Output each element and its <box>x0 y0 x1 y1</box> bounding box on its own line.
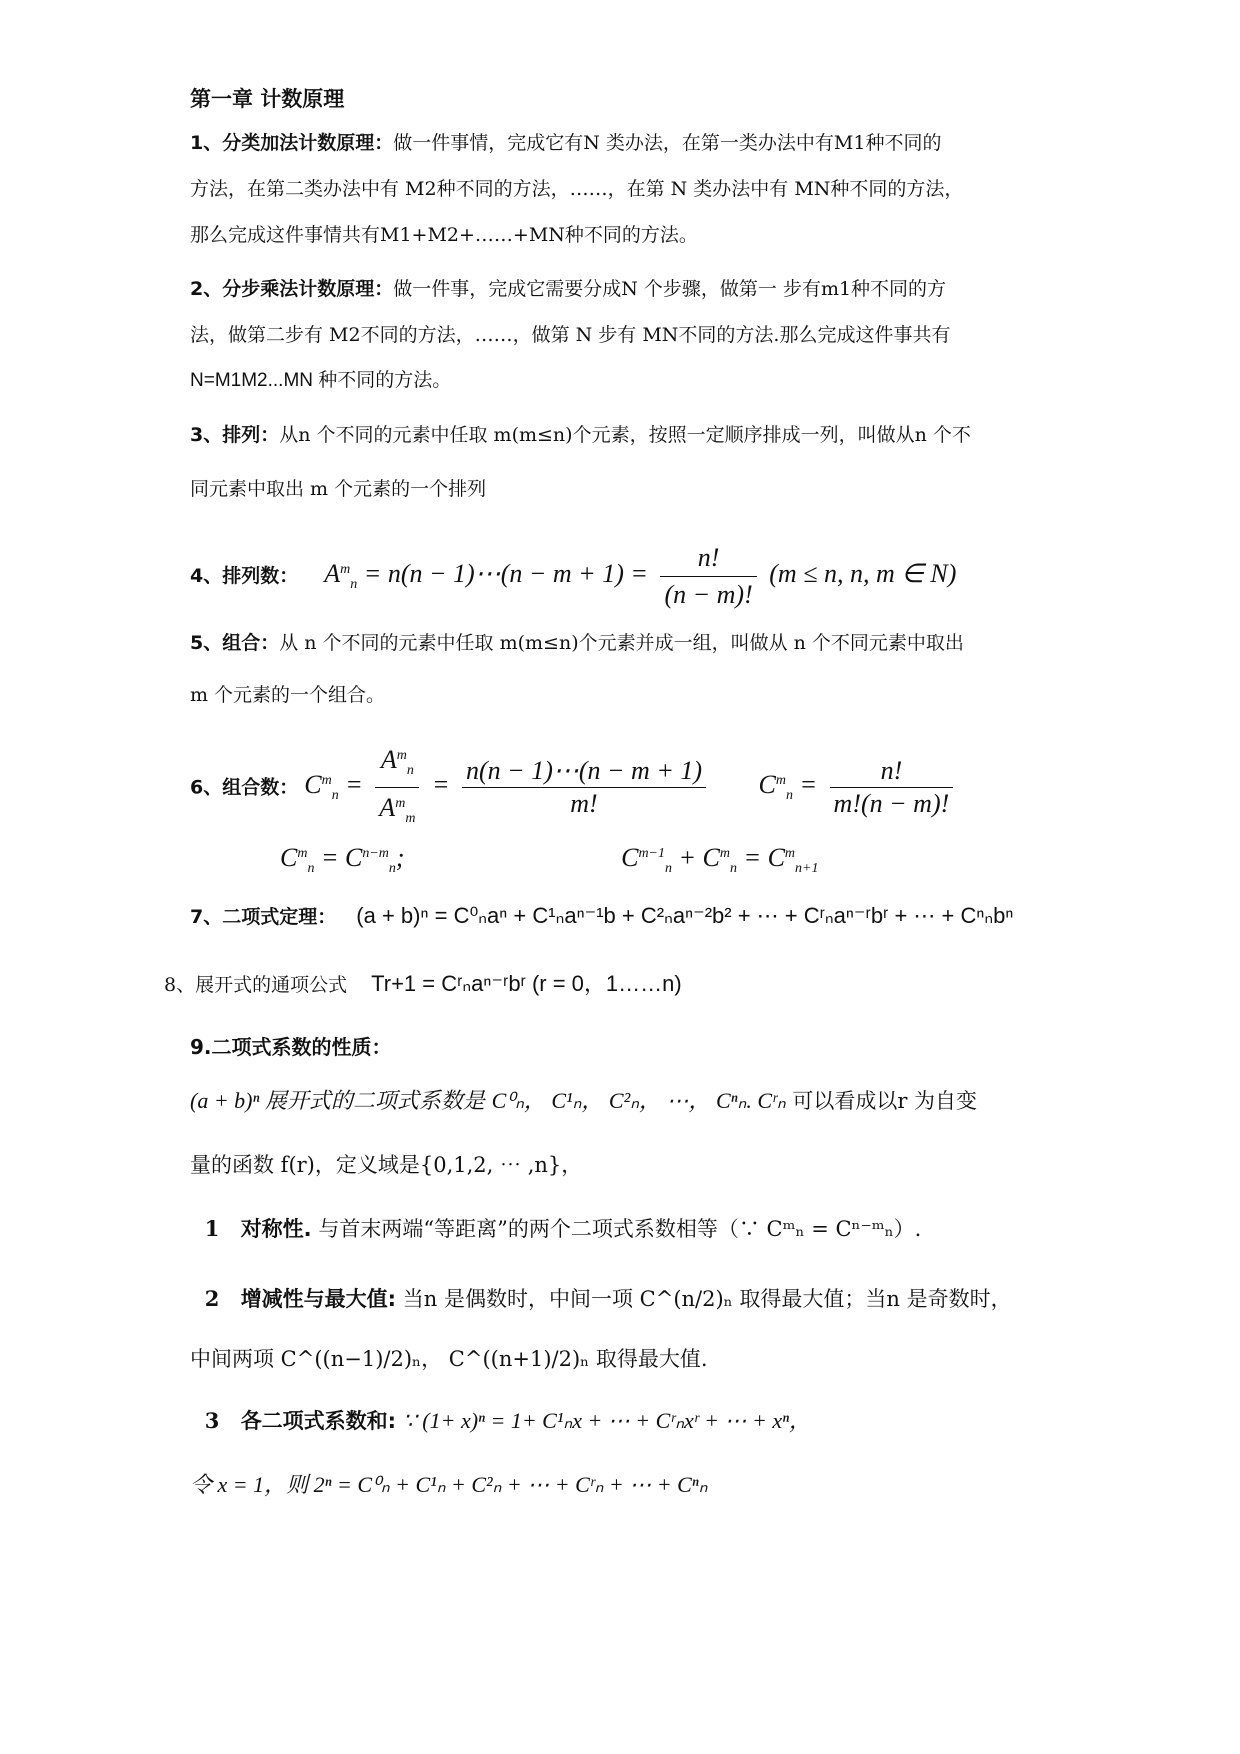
section-8-line <box>164 964 682 1004</box>
property-2 <box>190 1286 1012 1312</box>
fraction-1-den-sub: m <box>405 811 416 826</box>
permutation-symbol: A <box>324 559 341 588</box>
prop-2-c1-sup: m−1 <box>638 846 665 861</box>
combination-fraction-1-num <box>375 740 419 787</box>
prop-2-c3: C <box>767 843 785 872</box>
prop-1-eq: = <box>320 843 339 872</box>
binomial-theorem: (a + b)ⁿ = C⁰ₙaⁿ + C¹ₙaⁿ⁻¹b + C²ₙaⁿ⁻²b² + ⋯ + Cʳₙaⁿ⁻ʳbʳ + ⋯ + Cⁿₙbⁿ <box>356 903 1014 928</box>
property-3-sum: 令 x = 1，则 2ⁿ = C⁰ₙ + C¹ₙ + C²ₙ + ⋯ + Cʳₙ + ⋯ + Cⁿₙ <box>190 1472 708 1497</box>
property-1-title: 对称性. <box>240 1217 312 1241</box>
property-3-number: 3 <box>204 1408 220 1433</box>
fraction-1-den-A: A <box>379 793 396 822</box>
prop-2-c1: C <box>621 843 639 872</box>
fraction-1-num-sup: m <box>396 748 407 763</box>
property-3-line-2 <box>190 1472 707 1498</box>
section-5-line-2: m 个元素的一个组合。 <box>190 684 386 706</box>
prop-1-rhs-sup: n−m <box>362 846 389 861</box>
section-7-label: 7、二项式定理： <box>190 906 337 928</box>
fraction-2-den: m! <box>462 787 706 820</box>
prop-1-rhs-c: C <box>345 843 363 872</box>
prop-1-semicolon: ; <box>395 843 405 872</box>
section-9-text-1c: 可以看成以r 为自变 <box>792 1089 978 1113</box>
section-1-label: 1、分类加法计数原理： <box>190 132 394 154</box>
section-9-coefficients: C⁰ₙ， C¹ₙ， C²ₙ， ⋯， Cⁿₙ. Cʳₙ <box>491 1088 786 1113</box>
general-term: Tr+1 = Cʳₙaⁿ⁻ʳbʳ (r = 0，1……n) <box>371 971 682 996</box>
section-4-label: 4、排列数： <box>190 565 299 587</box>
section-3-text-1: 从n 个不同的元素中任取 m(m≤n)个元素，按照一定顺序排成一列，叫做从n 个不 <box>279 424 971 446</box>
section-2-line-3: N=M1M2...MN 种不同的方法。 <box>190 370 452 391</box>
prop-1-sup: m <box>297 846 308 861</box>
prop-2-c1-sub: n <box>665 861 672 876</box>
section-6-label: 6、组合数： <box>190 776 299 799</box>
section-3-label: 3、排列： <box>190 424 280 446</box>
combination-fraction-1-den <box>375 787 419 835</box>
section-9-text-1a: (a + b)ⁿ 展开式的二项式系数是 <box>190 1088 485 1113</box>
section-1-text-1: 做一件事情，完成它有N 类办法，在第一类办法中有M1种不同的 <box>393 132 942 154</box>
combination-eq-2: = <box>431 770 450 800</box>
section-5-line-1 <box>190 630 964 656</box>
prop-1-c: C <box>280 843 298 872</box>
section-1-line-1 <box>190 130 941 156</box>
property-2-text: 当n 是偶数时，中间一项 C^(n/2)ₙ 取得最大值；当n 是奇数时， <box>402 1287 1012 1311</box>
section-9-line-1 <box>190 1088 977 1114</box>
fraction-3-den: m!(n − m)! <box>830 787 954 820</box>
property-1-text: 与首末两端“等距离”的两个二项式系数相等（∵ Cᵐₙ = Cⁿ⁻ᵐₙ）. <box>318 1217 922 1241</box>
section-9-title: 9.二项式系数的性质： <box>190 1035 392 1059</box>
fraction-1-den-sup: m <box>395 796 406 811</box>
combination-sup: m <box>321 773 332 789</box>
prop-2-c2-sub: n <box>730 861 738 876</box>
property-3-title: 各二项式系数和: <box>240 1409 397 1433</box>
combination-2-sub: n <box>786 788 793 804</box>
section-2-line-2: 法，做第二步有 M2不同的方法，……，做第 N 步有 MN不同的方法.那么完成这件事共有 <box>190 324 951 346</box>
prop-2-c3-sup: m <box>784 846 796 861</box>
permutation-sup: m <box>340 562 351 577</box>
property-2-line-2: 中间两项 C^((n−1)/2)ₙ， C^((n+1)/2)ₙ 取得最大值. <box>190 1347 708 1371</box>
combination-fraction-2 <box>462 755 706 820</box>
combination-symbol: C <box>304 770 322 800</box>
prop-2-c3-sub: n+1 <box>795 861 819 876</box>
prop-1-sub: n <box>307 861 315 876</box>
fraction-1-num-A: A <box>380 745 397 774</box>
permutation-condition: (m ≤ n, n, m ∈ N) <box>769 559 957 588</box>
section-7-line <box>190 896 1013 936</box>
section-2-line-1 <box>190 276 946 302</box>
combination-sub: n <box>331 788 339 804</box>
section-3-line-2: 同元素中取出 m 个元素的一个排列 <box>190 478 487 500</box>
combination-symbol-2: C <box>758 770 776 800</box>
combination-property-2 <box>621 843 819 876</box>
permutation-sub: n <box>350 577 358 592</box>
property-2-title: 增减性与最大值: <box>240 1287 397 1311</box>
permutation-denominator: (n − m)! <box>660 576 756 613</box>
fraction-2-num: n(n − 1)⋯(n − m + 1) <box>465 756 703 785</box>
property-1 <box>190 1216 921 1242</box>
section-8-label: 8、展开式的通项公式 <box>164 974 348 996</box>
combination-formula-1 <box>304 745 959 826</box>
property-2-number: 2 <box>204 1286 220 1311</box>
prop-1-rhs-sub: n <box>388 861 396 876</box>
section-4-line <box>190 530 956 610</box>
section-6-line-1 <box>190 740 959 826</box>
permutation-expr: = n(n − 1)⋯(n − m + 1) = <box>363 559 648 588</box>
section-2-text-1: 做一件事，完成它需要分成N 个步骤，做第一 步有m1种不同的方 <box>393 278 947 300</box>
permutation-numerator: n! <box>697 542 720 572</box>
chapter-title: 第一章 计数原理 <box>190 87 345 111</box>
property-3 <box>190 1408 811 1434</box>
combination-fraction-1 <box>375 740 419 835</box>
section-5-text-1: 从 n 个不同的元素中任取 m(m≤n)个元素并成一组，叫做从 n 个不同元素中取出 <box>279 632 964 654</box>
section-3-line-1 <box>190 422 971 448</box>
section-2-label: 2、分步乘法计数原理： <box>190 278 394 300</box>
section-5-label: 5、组合： <box>190 632 280 654</box>
section-9-line-2: 量的函数 f(r)，定义域是{0,1,2, ⋯ ,n}， <box>190 1153 583 1177</box>
fraction-1-num-sub: n <box>406 763 414 778</box>
property-1-number: 1 <box>204 1216 220 1241</box>
prop-2-plus: + <box>678 843 697 872</box>
combination-2-sup: m <box>775 773 786 789</box>
combination-property-1 <box>280 843 411 876</box>
property-3-text: ∵ (1+ x)ⁿ = 1+ C¹ₙx + ⋯ + Cʳₙxʳ + ⋯ + xⁿ， <box>402 1408 812 1433</box>
combination-eq-3: = <box>799 770 818 800</box>
prop-2-eq: = <box>743 843 762 872</box>
combination-eq-1: = <box>345 770 363 800</box>
permutation-formula <box>324 542 957 609</box>
permutation-fraction <box>660 540 756 613</box>
fraction-3-num: n! <box>880 756 903 785</box>
prop-2-c2: C <box>702 843 720 872</box>
section-1-line-3: 那么完成这件事情共有M1+M2+……+MN种不同的方法。 <box>190 224 698 246</box>
combination-fraction-3 <box>830 755 954 820</box>
section-1-line-2: 方法，在第二类办法中有 M2种不同的方法，……，在第 N 类办法中有 MN种不同的方法， <box>190 178 964 200</box>
prop-2-c2-sup: m <box>719 846 731 861</box>
section-6-line-2 <box>280 832 818 876</box>
